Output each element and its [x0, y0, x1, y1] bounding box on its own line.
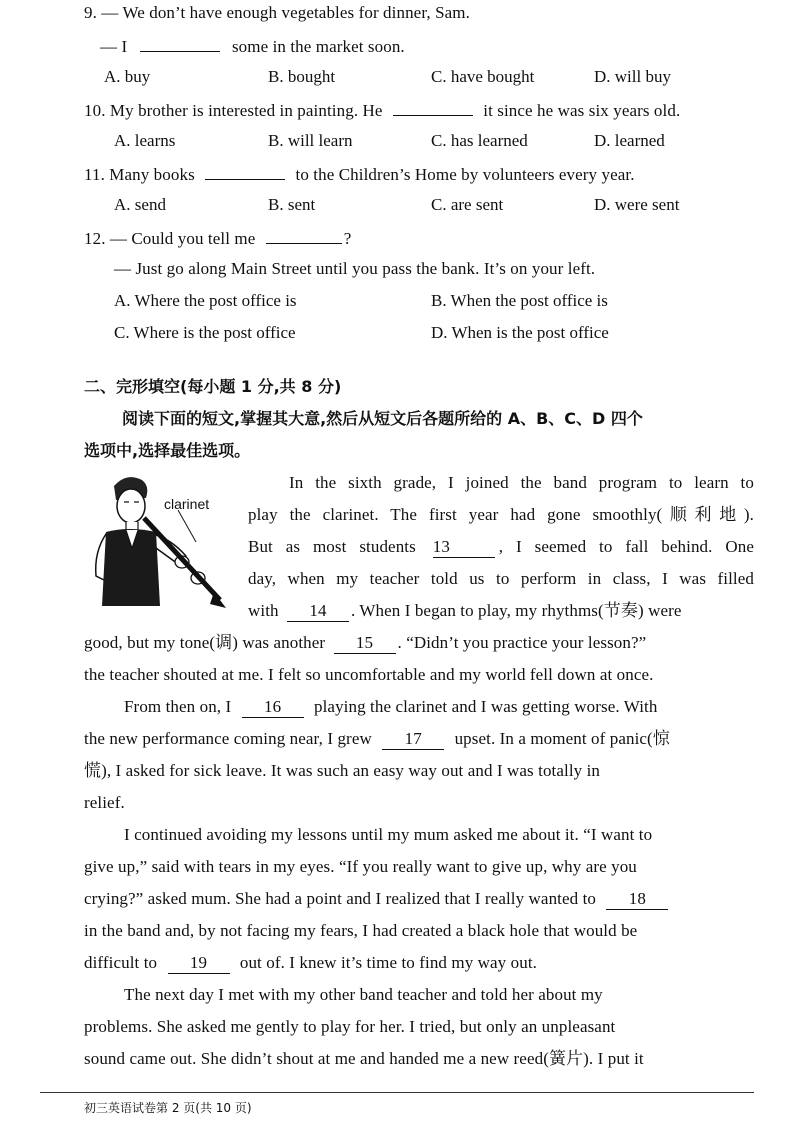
blank-17: 17: [382, 729, 444, 750]
passage-line-3: [248, 536, 754, 558]
passage-p3-line-1: I continued avoiding my lessons until my mum asked me about it. “I want to: [124, 825, 653, 844]
q10-option-b: B. will learn: [268, 131, 353, 150]
passage-p3-line-5-post: out of. I knew it’s time to find my way out.: [239, 953, 538, 972]
section-instructions-line2: 选项中,选择最佳选项。: [84, 441, 251, 460]
q9-option-a: A. buy: [104, 67, 151, 86]
passage-p3-line-3: [84, 888, 668, 910]
q9-blank: [140, 34, 220, 52]
q9-option-d: D. will buy: [594, 67, 671, 86]
q12-post: ?: [343, 229, 352, 248]
passage-line-4: day, when my teacher told us to perform in class, I was filled: [248, 569, 754, 588]
blank-15: 15: [334, 633, 396, 654]
passage-p4-line-1: The next day I met with my other band teacher and told her about my: [124, 985, 603, 1004]
blank-16: 16: [242, 697, 304, 718]
q12-option-c: C. Where is the post office: [114, 323, 296, 342]
q11-blank: [205, 162, 285, 180]
section-title: 二、完形填空(每小题 1 分,共 8 分): [84, 377, 342, 396]
q10-pre: 10. My brother is interested in painting. He: [84, 101, 383, 120]
passage-line-3-post: , I seemed to fall behind. One: [498, 537, 754, 556]
passage-p2-line-1-post: playing the clarinet and I was getting worse. With: [314, 697, 658, 716]
illustration-label: clarinet: [164, 496, 210, 512]
section-instructions-line1: 阅读下面的短文,掌握其大意,然后从短文后各题所给的 A、B、C、D 四个: [122, 409, 643, 428]
q11-pre: 11. Many books: [84, 165, 195, 184]
q11-option-b: B. sent: [268, 195, 316, 214]
passage-line-5: [248, 600, 754, 622]
q10-stem: [84, 98, 680, 122]
q12-pre: 12. — Could you tell me: [84, 229, 256, 248]
passage-p2-line-4: relief.: [84, 793, 125, 812]
q9-option-c: C. have bought: [431, 67, 535, 86]
q9-line2: [100, 34, 405, 58]
passage-p3-line-3-pre: crying?” asked mum. She had a point and I realized that I really wanted to: [84, 889, 597, 908]
q12-option-d: D. When is the post office: [431, 323, 609, 342]
passage-line-5-post: . When I began to play, my rhythms(节奏) were: [350, 601, 682, 620]
clarinet-player-illustration: [86, 472, 236, 612]
passage-p2-line-1: [124, 696, 754, 718]
passage-line-2: play the clarinet. The first year had gone smoothly(顺利地).: [248, 505, 754, 524]
q11-option-d: D. were sent: [594, 195, 680, 214]
q9-option-b: B. bought: [268, 67, 336, 86]
q12-line2: — Just go along Main Street until you pass the bank. It’s on your left.: [114, 259, 596, 278]
passage-p2-line-3: 慌), I asked for sick leave. It was such an easy way out and I was totally in: [84, 761, 601, 780]
passage-line-6-post: . “Didn’t you practice your lesson?”: [397, 633, 647, 652]
q12-option-b: B. When the post office is: [431, 291, 608, 310]
q10-option-d: D. learned: [594, 131, 665, 150]
passage-p3-line-5: [84, 952, 537, 974]
q12-option-a: A. Where the post office is: [114, 291, 297, 310]
q11-option-a: A. send: [114, 195, 166, 214]
q10-blank: [393, 98, 473, 116]
footer-rule: [40, 1092, 754, 1093]
page-footer: 初三英语试卷第 2 页(共 10 页): [84, 1101, 252, 1115]
clarinet-player-icon: [86, 472, 236, 612]
q9-stem: 9. — We don’t have enough vegetables for dinner, Sam.: [84, 3, 470, 22]
q9-line2-post: some in the market soon.: [231, 37, 405, 56]
q12-blank: [266, 226, 342, 244]
q10-post: it since he was six years old.: [483, 101, 681, 120]
passage-p3-line-2: give up,” said with tears in my eyes. “If you really want to give up, why are you: [84, 857, 637, 876]
passage-p2-line-1-pre: From then on, I: [124, 697, 232, 716]
passage-line-6: [84, 632, 754, 654]
passage-p2-line-2: [84, 728, 754, 750]
q11-post: to the Children’s Home by volunteers every year.: [295, 165, 635, 184]
passage-line-1: In the sixth grade, I joined the band program to learn to: [289, 473, 754, 492]
passage-p3-line-5-pre: difficult to: [84, 953, 158, 972]
passage-p3-line-4: in the band and, by not facing my fears, I had created a black hole that would be: [84, 921, 638, 940]
q11-option-c: C. are sent: [431, 195, 504, 214]
blank-18: 18: [606, 889, 668, 910]
q12-stem: [84, 226, 351, 250]
q10-option-c: C. has learned: [431, 131, 528, 150]
passage-p4-line-2: problems. She asked me gently to play for her. I tried, but only an unpleasant: [84, 1017, 616, 1036]
passage-line-6-pre: good, but my tone(调) was another: [84, 633, 326, 652]
passage-p2-line-2-post: upset. In a moment of panic(惊: [454, 729, 670, 748]
passage-p2-line-2-pre: the new performance coming near, I grew: [84, 729, 372, 748]
q9-line2-pre: — I: [100, 37, 128, 56]
passage-line-3-pre: But as most students: [248, 537, 416, 556]
blank-14: 14: [287, 601, 349, 622]
blank-13: 13: [433, 537, 495, 558]
passage-line-5-pre: with: [248, 601, 279, 620]
passage-line-7: the teacher shouted at me. I felt so uncomfortable and my world fell down at once.: [84, 665, 654, 684]
passage-p4-line-3: sound came out. She didn’t shout at me and handed me a new reed(簧片). I put it: [84, 1049, 644, 1068]
q11-stem: [84, 162, 635, 186]
q10-option-a: A. learns: [114, 131, 176, 150]
blank-19: 19: [168, 953, 230, 974]
